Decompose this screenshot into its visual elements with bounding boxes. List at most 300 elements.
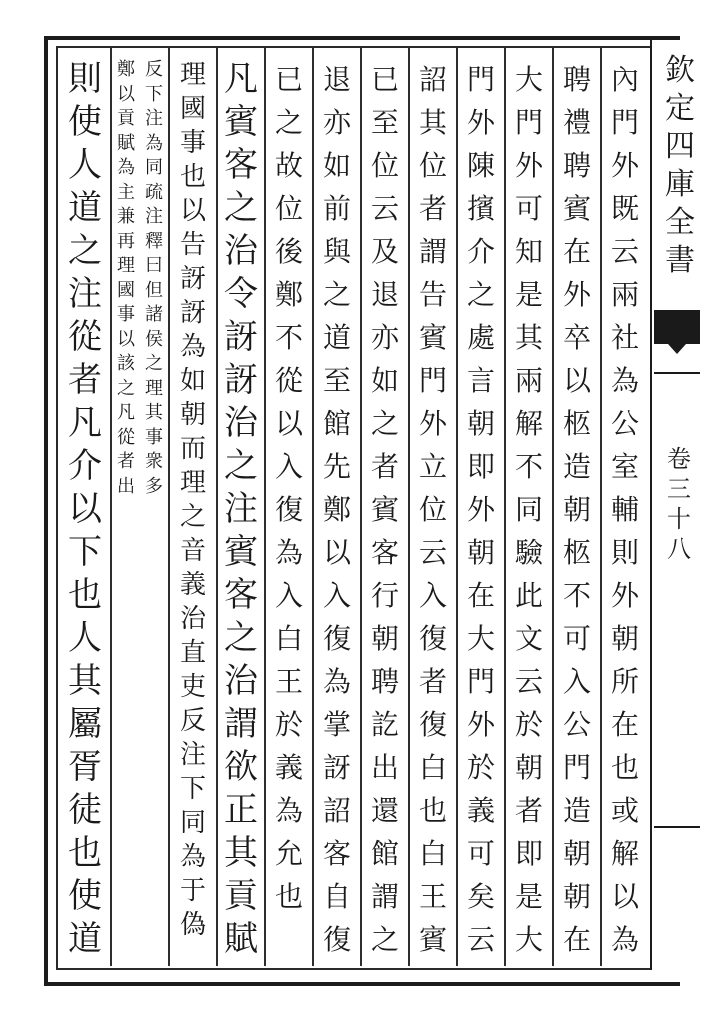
text-column xyxy=(602,58,648,958)
text-char: 驗 xyxy=(514,536,543,569)
text-char: 以 xyxy=(610,880,639,913)
text-char: 外 xyxy=(610,579,639,612)
text-char: 王 xyxy=(418,880,447,913)
text-char: 客 xyxy=(224,575,258,615)
text-char: 既 xyxy=(610,192,639,225)
text-char: 後 xyxy=(274,235,303,268)
text-char: 道 xyxy=(68,919,102,959)
text-char: 復 xyxy=(418,708,447,741)
text-char: 賦 xyxy=(117,132,135,154)
text-char: 鄭 xyxy=(322,493,351,526)
text-char: 為 xyxy=(274,794,303,827)
column-divider xyxy=(552,48,554,966)
text-char: 理 xyxy=(179,468,206,498)
text-char: 道 xyxy=(322,321,351,354)
column-divider xyxy=(408,48,410,966)
text-char: 治 xyxy=(179,604,206,634)
text-char: 先 xyxy=(322,450,351,483)
text-char: 不 xyxy=(274,321,303,354)
text-char: 反 xyxy=(179,706,206,736)
text-char: 之 xyxy=(370,923,399,956)
text-char: 朝 xyxy=(562,837,591,870)
text-char: 是 xyxy=(514,278,543,311)
text-char: 已 xyxy=(370,63,399,96)
text-char: 凡 xyxy=(68,403,102,443)
text-char: 反 xyxy=(145,59,163,80)
text-char: 立 xyxy=(418,450,447,483)
text-char: 但 xyxy=(145,279,163,301)
text-char: 在 xyxy=(466,579,495,612)
text-char: 為 xyxy=(610,364,639,397)
text-char: 可 xyxy=(514,192,543,225)
text-char: 還 xyxy=(370,794,399,827)
text-char: 在 xyxy=(610,708,639,741)
text-char: 掌 xyxy=(322,708,351,741)
text-char: 使 xyxy=(68,876,102,916)
text-char: 大 xyxy=(514,63,543,96)
volume-char: 三 xyxy=(667,475,691,503)
text-char: 之 xyxy=(179,502,206,532)
text-char: 矣 xyxy=(466,880,495,913)
text-char: 使 xyxy=(68,102,102,142)
text-char: 賓 xyxy=(370,493,399,526)
text-char: 其 xyxy=(68,661,102,701)
text-char: 為 xyxy=(145,132,163,154)
text-char: 同 xyxy=(514,493,543,526)
text-char: 下 xyxy=(68,532,102,572)
text-char: 注 xyxy=(145,206,163,227)
column-divider xyxy=(264,48,266,966)
text-char: 從 xyxy=(68,317,102,357)
text-char: 入 xyxy=(274,579,303,612)
text-char: 大 xyxy=(514,923,543,956)
text-char: 門 xyxy=(466,665,495,698)
text-char: 退 xyxy=(370,278,399,311)
text-char: 館 xyxy=(322,407,351,440)
text-char: 門 xyxy=(466,63,495,96)
text-char: 門 xyxy=(562,751,591,784)
text-char: 鄭 xyxy=(274,278,303,311)
text-char: 允 xyxy=(274,837,303,870)
text-char: 門 xyxy=(514,106,543,139)
text-char: 之 xyxy=(68,231,102,271)
text-char: 音 xyxy=(179,536,206,566)
text-char: 故 xyxy=(274,149,303,182)
text-char: 之 xyxy=(224,446,258,486)
text-char: 可 xyxy=(562,622,591,655)
text-char: 貢 xyxy=(117,108,135,129)
text-char: 謂 xyxy=(370,880,399,913)
text-char: 如 xyxy=(322,149,351,182)
text-char: 復 xyxy=(418,622,447,655)
text-char: 客 xyxy=(370,536,399,569)
text-char: 告 xyxy=(179,230,206,260)
text-char: 義 xyxy=(466,794,495,827)
text-char: 亦 xyxy=(370,321,399,354)
text-char: 卒 xyxy=(562,321,591,354)
text-char: 外 xyxy=(610,149,639,182)
text-char: 訝 xyxy=(224,317,258,357)
text-char: 之 xyxy=(224,188,258,228)
text-char: 白 xyxy=(274,622,303,655)
text-char: 詔 xyxy=(322,794,351,827)
text-char: 訝 xyxy=(179,264,206,294)
text-char: 者 xyxy=(418,192,447,225)
text-char: 社 xyxy=(610,321,639,354)
column-divider xyxy=(312,48,314,966)
text-char: 聘 xyxy=(562,63,591,96)
text-char: 賓 xyxy=(224,532,258,572)
text-char: 不 xyxy=(514,450,543,483)
text-char: 賓 xyxy=(224,102,258,142)
text-char: 大 xyxy=(466,622,495,655)
text-char: 云 xyxy=(514,665,543,698)
text-char: 客 xyxy=(322,837,351,870)
fish-tail-line xyxy=(654,826,700,828)
text-char: 諸 xyxy=(145,304,163,325)
text-char: 為 xyxy=(179,332,206,362)
text-char: 云 xyxy=(610,235,639,268)
text-char: 主 xyxy=(117,181,135,203)
text-char: 以 xyxy=(117,83,135,105)
text-column xyxy=(410,58,456,958)
volume-char: 八 xyxy=(667,535,691,563)
text-char: 位 xyxy=(418,149,447,182)
text-char: 館 xyxy=(370,837,399,870)
text-char: 屬 xyxy=(68,704,102,744)
text-char: 朝 xyxy=(562,880,591,913)
text-char: 至 xyxy=(370,106,399,139)
text-char: 為 xyxy=(610,923,639,956)
volume-char: 卷 xyxy=(667,445,691,473)
text-char: 於 xyxy=(274,708,303,741)
margin-divider xyxy=(650,40,652,970)
text-char: 徒 xyxy=(68,790,102,830)
text-char: 門 xyxy=(418,364,447,397)
text-char: 注 xyxy=(224,489,258,529)
column-divider xyxy=(168,48,170,966)
text-char: 也 xyxy=(179,162,206,192)
text-char: 直 xyxy=(179,638,206,668)
text-char: 者 xyxy=(68,360,102,400)
text-char: 室 xyxy=(610,450,639,483)
book-title xyxy=(662,52,698,280)
text-char: 如 xyxy=(370,364,399,397)
text-char: 白 xyxy=(418,837,447,870)
text-char: 知 xyxy=(514,235,543,268)
text-char: 訝 xyxy=(322,751,351,784)
text-char: 入 xyxy=(274,450,303,483)
margin-title-char: 庫 xyxy=(665,167,695,202)
text-char: 也 xyxy=(610,751,639,784)
text-char: 多 xyxy=(145,475,163,497)
text-char: 以 xyxy=(274,407,303,440)
text-char: 事 xyxy=(179,128,206,158)
text-char: 凡 xyxy=(224,59,258,99)
text-char: 從 xyxy=(274,364,303,397)
text-column xyxy=(362,58,408,958)
text-char: 外 xyxy=(466,493,495,526)
text-char: 可 xyxy=(466,837,495,870)
text-char: 於 xyxy=(466,751,495,784)
text-char: 者 xyxy=(370,450,399,483)
text-char: 朝 xyxy=(562,493,591,526)
text-char: 文 xyxy=(514,622,543,655)
text-char: 者 xyxy=(514,794,543,827)
text-char: 之 xyxy=(466,278,495,311)
text-char: 也 xyxy=(68,833,102,873)
text-char: 至 xyxy=(322,364,351,397)
text-char: 告 xyxy=(418,278,447,311)
text-char: 衆 xyxy=(145,451,163,472)
text-char: 入 xyxy=(562,665,591,698)
text-char: 客 xyxy=(224,145,258,185)
text-char: 國 xyxy=(179,94,206,124)
text-char: 即 xyxy=(514,837,543,870)
text-char: 公 xyxy=(562,708,591,741)
text-char: 入 xyxy=(418,579,447,612)
text-char: 處 xyxy=(466,321,495,354)
column-divider xyxy=(600,48,602,966)
text-column xyxy=(218,58,264,958)
text-char: 公 xyxy=(610,407,639,440)
text-char: 兩 xyxy=(514,364,543,397)
text-char: 位 xyxy=(418,493,447,526)
text-char: 之 xyxy=(322,278,351,311)
volume-number xyxy=(664,444,694,564)
text-char: 其 xyxy=(145,402,163,423)
column-divider xyxy=(110,48,112,966)
text-char: 退 xyxy=(322,63,351,96)
text-char: 之 xyxy=(224,618,258,658)
text-char: 賓 xyxy=(418,923,447,956)
text-char: 行 xyxy=(370,579,399,612)
text-char: 亦 xyxy=(322,106,351,139)
text-char: 而 xyxy=(179,434,206,464)
column-divider xyxy=(216,48,218,966)
text-char: 之 xyxy=(274,106,303,139)
text-char: 以 xyxy=(117,328,135,350)
text-column xyxy=(554,58,600,958)
text-char: 與 xyxy=(322,235,351,268)
text-char: 內 xyxy=(610,63,639,96)
text-char: 令 xyxy=(224,274,258,314)
text-char: 吏 xyxy=(179,672,206,702)
text-char: 以 xyxy=(179,196,206,226)
text-char: 兼 xyxy=(117,206,135,227)
text-char: 也 xyxy=(274,880,303,913)
text-column xyxy=(112,58,140,958)
text-char: 云 xyxy=(466,923,495,956)
text-char: 也 xyxy=(418,794,447,827)
text-char: 外 xyxy=(514,149,543,182)
text-char: 正 xyxy=(224,790,258,830)
text-char: 疏 xyxy=(145,181,163,203)
text-char: 下 xyxy=(145,83,163,105)
text-char: 注 xyxy=(145,108,163,129)
text-column xyxy=(314,58,360,958)
text-char: 復 xyxy=(274,493,303,526)
text-column xyxy=(170,58,216,958)
text-char: 是 xyxy=(514,880,543,913)
text-char: 道 xyxy=(68,188,102,228)
text-char: 訝 xyxy=(224,360,258,400)
text-char: 此 xyxy=(514,579,543,612)
text-char: 治 xyxy=(224,661,258,701)
text-char: 以 xyxy=(68,489,102,529)
text-char: 外 xyxy=(466,708,495,741)
text-char: 則 xyxy=(610,536,639,569)
text-char: 理 xyxy=(179,60,206,90)
text-char: 訖 xyxy=(370,708,399,741)
text-char: 出 xyxy=(370,751,399,784)
text-char: 輔 xyxy=(610,493,639,526)
text-char: 侯 xyxy=(145,328,163,350)
text-char: 所 xyxy=(610,665,639,698)
text-char: 義 xyxy=(179,570,206,600)
text-char: 賓 xyxy=(562,192,591,225)
text-char: 不 xyxy=(562,579,591,612)
text-char: 則 xyxy=(68,59,102,99)
text-char: 復 xyxy=(322,622,351,655)
text-char: 朝 xyxy=(370,622,399,655)
text-char: 注 xyxy=(179,740,206,770)
text-char: 欲 xyxy=(224,747,258,787)
text-char: 云 xyxy=(418,536,447,569)
text-char: 謂 xyxy=(224,704,258,744)
column-divider xyxy=(456,48,458,966)
margin-title-char: 欽 xyxy=(665,53,695,88)
text-char: 再 xyxy=(117,230,135,252)
text-char: 柩 xyxy=(562,536,591,569)
text-char: 之 xyxy=(370,407,399,440)
text-char: 同 xyxy=(145,157,163,178)
text-char: 之 xyxy=(145,353,163,374)
text-char: 如 xyxy=(179,366,206,396)
text-char: 該 xyxy=(117,353,135,374)
text-char: 同 xyxy=(179,808,206,838)
text-char: 復 xyxy=(322,923,351,956)
text-char: 已 xyxy=(274,63,303,96)
text-char: 從 xyxy=(117,426,135,448)
text-char: 也 xyxy=(68,575,102,615)
text-char: 賓 xyxy=(418,321,447,354)
text-char: 之 xyxy=(117,377,135,399)
text-char: 位 xyxy=(274,192,303,225)
text-char: 者 xyxy=(418,665,447,698)
text-char: 理 xyxy=(117,255,135,276)
text-column xyxy=(62,58,108,958)
text-char: 為 xyxy=(274,536,303,569)
text-char: 造 xyxy=(562,794,591,827)
text-column xyxy=(506,58,552,958)
text-char: 賦 xyxy=(224,919,258,959)
text-char: 禮 xyxy=(562,106,591,139)
text-char: 位 xyxy=(370,149,399,182)
text-char: 以 xyxy=(322,536,351,569)
text-char: 外 xyxy=(466,106,495,139)
text-char: 言 xyxy=(466,364,495,397)
text-char: 其 xyxy=(418,106,447,139)
text-char: 或 xyxy=(610,794,639,827)
text-char: 白 xyxy=(418,751,447,784)
text-char: 下 xyxy=(179,774,206,804)
text-char: 外 xyxy=(418,407,447,440)
text-char: 偽 xyxy=(179,910,206,940)
text-column xyxy=(140,58,168,958)
text-char: 以 xyxy=(562,364,591,397)
text-char: 貢 xyxy=(224,876,258,916)
text-char: 在 xyxy=(562,235,591,268)
margin-title-char: 全 xyxy=(665,205,695,240)
text-char: 曰 xyxy=(145,255,163,276)
text-char: 出 xyxy=(117,475,135,497)
column-divider xyxy=(360,48,362,966)
text-char: 聘 xyxy=(562,149,591,182)
text-char: 入 xyxy=(322,579,351,612)
text-char: 治 xyxy=(224,403,258,443)
text-char: 其 xyxy=(514,321,543,354)
text-column xyxy=(266,58,312,958)
text-char: 擯 xyxy=(466,192,495,225)
text-char: 朝 xyxy=(466,536,495,569)
text-char: 義 xyxy=(274,751,303,784)
text-char: 解 xyxy=(514,407,543,440)
text-char: 介 xyxy=(68,446,102,486)
text-char: 前 xyxy=(322,192,351,225)
text-char: 人 xyxy=(68,618,102,658)
text-char: 訝 xyxy=(179,298,206,328)
text-column xyxy=(458,58,504,958)
fish-tail-mark xyxy=(654,310,700,344)
text-char: 者 xyxy=(117,451,135,472)
text-char: 事 xyxy=(117,304,135,325)
text-char: 朝 xyxy=(514,751,543,784)
text-char: 聘 xyxy=(370,665,399,698)
text-char: 王 xyxy=(274,665,303,698)
text-char: 詔 xyxy=(418,63,447,96)
text-char: 外 xyxy=(562,278,591,311)
text-char: 釋 xyxy=(145,230,163,252)
fish-tail-line xyxy=(654,372,700,374)
margin-title-char: 定 xyxy=(665,91,695,126)
text-char: 其 xyxy=(224,833,258,873)
text-char: 于 xyxy=(179,876,206,906)
text-char: 柩 xyxy=(562,407,591,440)
text-char: 鄭 xyxy=(117,59,135,80)
text-char: 人 xyxy=(68,145,102,185)
text-char: 為 xyxy=(322,665,351,698)
text-char: 自 xyxy=(322,880,351,913)
text-char: 理 xyxy=(145,377,163,399)
text-char: 事 xyxy=(145,426,163,448)
text-char: 在 xyxy=(562,923,591,956)
text-char: 門 xyxy=(610,106,639,139)
text-char: 朝 xyxy=(466,407,495,440)
text-char: 解 xyxy=(610,837,639,870)
text-char: 及 xyxy=(370,235,399,268)
text-char: 朝 xyxy=(179,400,206,430)
text-char: 陳 xyxy=(466,149,495,182)
text-char: 胥 xyxy=(68,747,102,787)
text-char: 即 xyxy=(466,450,495,483)
text-char: 為 xyxy=(179,842,206,872)
text-char: 云 xyxy=(370,192,399,225)
text-char: 朝 xyxy=(610,622,639,655)
margin-title-char: 書 xyxy=(665,243,695,278)
volume-char: 十 xyxy=(667,505,691,533)
text-char: 謂 xyxy=(418,235,447,268)
